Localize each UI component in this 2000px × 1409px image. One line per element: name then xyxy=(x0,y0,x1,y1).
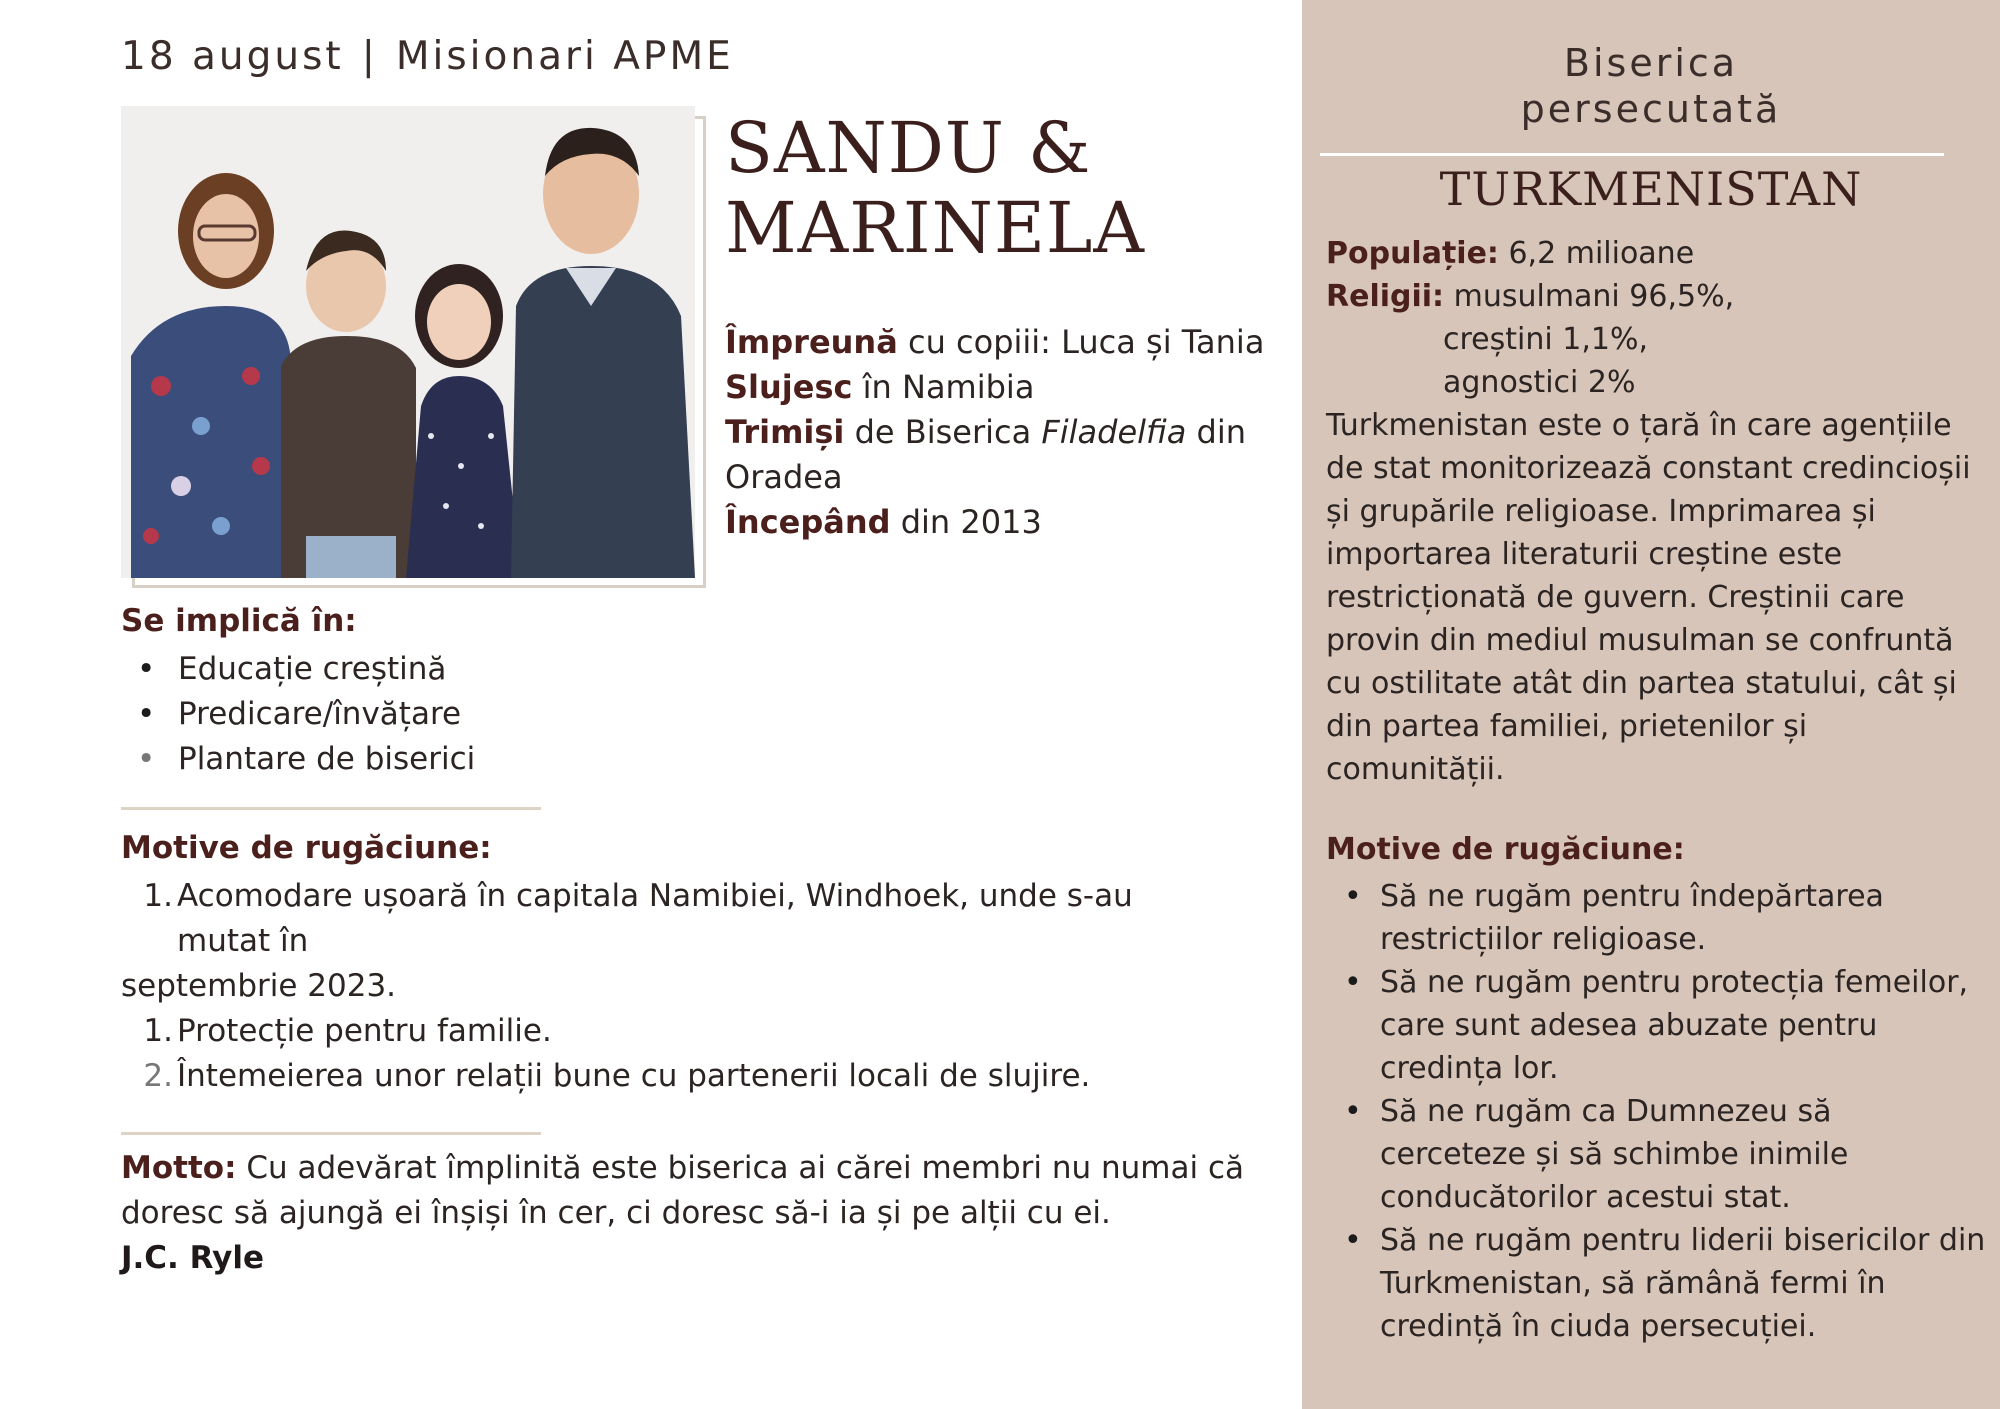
panel-subtitle-line-2: persecutată xyxy=(1520,87,1782,131)
panel-rule xyxy=(1320,153,1944,156)
prayer-number: 2. xyxy=(143,1058,173,1094)
info-together xyxy=(725,320,1264,365)
population-label: Populație: xyxy=(1326,236,1499,271)
motto-author: J.C. Ryle xyxy=(121,1240,264,1276)
list-item: • Să ne rugăm pentru îndepărtarea restricțiilor religioase. xyxy=(1326,875,1986,961)
motto xyxy=(121,1146,1291,1281)
religion-value: musulmani 96,5%, xyxy=(1444,279,1735,314)
start-text: din 2013 xyxy=(890,503,1042,541)
family-photo-illustration xyxy=(121,106,695,578)
header-date: 18 august xyxy=(121,34,344,79)
country-description: Turkmenistan este o țară în care agențiile de stat monitorizează constant credincioșii și grupările religioase. Imprimarea și importarea literaturii creștine este restricționată de guvern. Creștinii care provin din mediul musulman se confruntă cu ostilitate atât din partea statului, cât și din partea familiei, prietenilor și comunității. xyxy=(1326,408,1971,787)
country-title: TURKMENISTAN xyxy=(1439,162,1863,216)
list-item: • Să ne rugăm ca Dumnezeu să cerceteze și să schimbe inimile conducătorilor acestui stat. xyxy=(1326,1090,1986,1219)
name-line-1: SANDU & xyxy=(725,107,1092,189)
prayer-number: 1. xyxy=(143,878,173,914)
prayer-text: Protecție pentru familie. xyxy=(177,1013,552,1049)
motto-label: Motto: xyxy=(121,1150,237,1186)
population-value: 6,2 milioane xyxy=(1498,236,1695,271)
start-label: Începând xyxy=(725,503,891,541)
serve-text: în Namibia xyxy=(852,368,1035,406)
info-start xyxy=(725,500,1264,545)
prayer-text-cont: mutat în xyxy=(177,923,309,959)
religion-value: creștini 1,1%, xyxy=(1443,322,1648,357)
info-sent xyxy=(725,410,1264,455)
missionary-names xyxy=(725,108,1145,268)
religions-label: Religii: xyxy=(1326,279,1445,314)
country-facts xyxy=(1326,232,1986,791)
prayer-list xyxy=(121,874,1281,1099)
sent-label: Trimiși xyxy=(725,413,845,451)
header-section: Misionari APME xyxy=(395,34,734,79)
name-line-2: MARINELA xyxy=(725,187,1145,269)
prayer-title: Motive de rugăciune: xyxy=(121,830,492,866)
panel-prayer-list xyxy=(1326,875,1986,1348)
involved-title: Se implică în: xyxy=(121,603,357,639)
panel-prayer-title: Motive de rugăciune: xyxy=(1326,832,1685,867)
panel-subtitle xyxy=(1302,40,2000,132)
list-item: • Să ne rugăm pentru protecția femeilor, care sunt adesea abuzate pentru credința lor. xyxy=(1326,961,1986,1090)
sent-church: Filadelfia xyxy=(1041,413,1187,451)
info-serve xyxy=(725,365,1264,410)
sent-text-2: din xyxy=(1186,413,1246,451)
missionary-info xyxy=(725,320,1264,545)
persecuted-church-panel xyxy=(1302,0,2000,1409)
together-label: Împreună xyxy=(725,323,898,361)
prayer-item xyxy=(121,1054,1281,1099)
header-separator: | xyxy=(361,34,378,79)
list-item: • Educație creștină xyxy=(121,647,475,692)
together-text: cu copiii: Luca și Tania xyxy=(897,323,1265,361)
page-header xyxy=(121,34,734,79)
population-row xyxy=(1326,232,1986,275)
panel-subtitle-line-1: Biserica xyxy=(1563,41,1739,85)
list-item: • Plantare de biserici xyxy=(121,737,475,782)
divider xyxy=(121,807,541,810)
serve-label: Slujesc xyxy=(725,368,853,406)
family-photo xyxy=(121,106,695,578)
prayer-text: Întemeierea unor relații bune cu partenerii locali de slujire. xyxy=(177,1058,1091,1094)
religion-value: agnostici 2% xyxy=(1443,365,1636,400)
prayer-text-wrap: septembrie 2023. xyxy=(121,968,397,1004)
prayer-item xyxy=(121,874,1281,919)
list-item: • Să ne rugăm pentru liderii bisericilor din Turkmenistan, să rămână fermi în credință în ciuda persecuției. xyxy=(1326,1219,1986,1348)
divider xyxy=(121,1132,541,1135)
prayer-text: Acomodare ușoară în capitala Namibiei, Windhoek, unde s-au xyxy=(177,878,1133,914)
religions-row xyxy=(1326,275,1986,318)
sent-city: Oradea xyxy=(725,458,843,496)
prayer-number: 1. xyxy=(143,1013,173,1049)
prayer-item xyxy=(121,1009,1281,1054)
list-item: • Predicare/învățare xyxy=(121,692,475,737)
sent-text-1: de Biserica xyxy=(844,413,1042,451)
involved-list xyxy=(121,647,475,782)
motto-text: Cu adevărat împlinită este biserica ai cărei membri nu numai că doresc să ajungă ei înșiși în cer, ci doresc să-i ia și pe alții cu ei. xyxy=(121,1150,1244,1231)
